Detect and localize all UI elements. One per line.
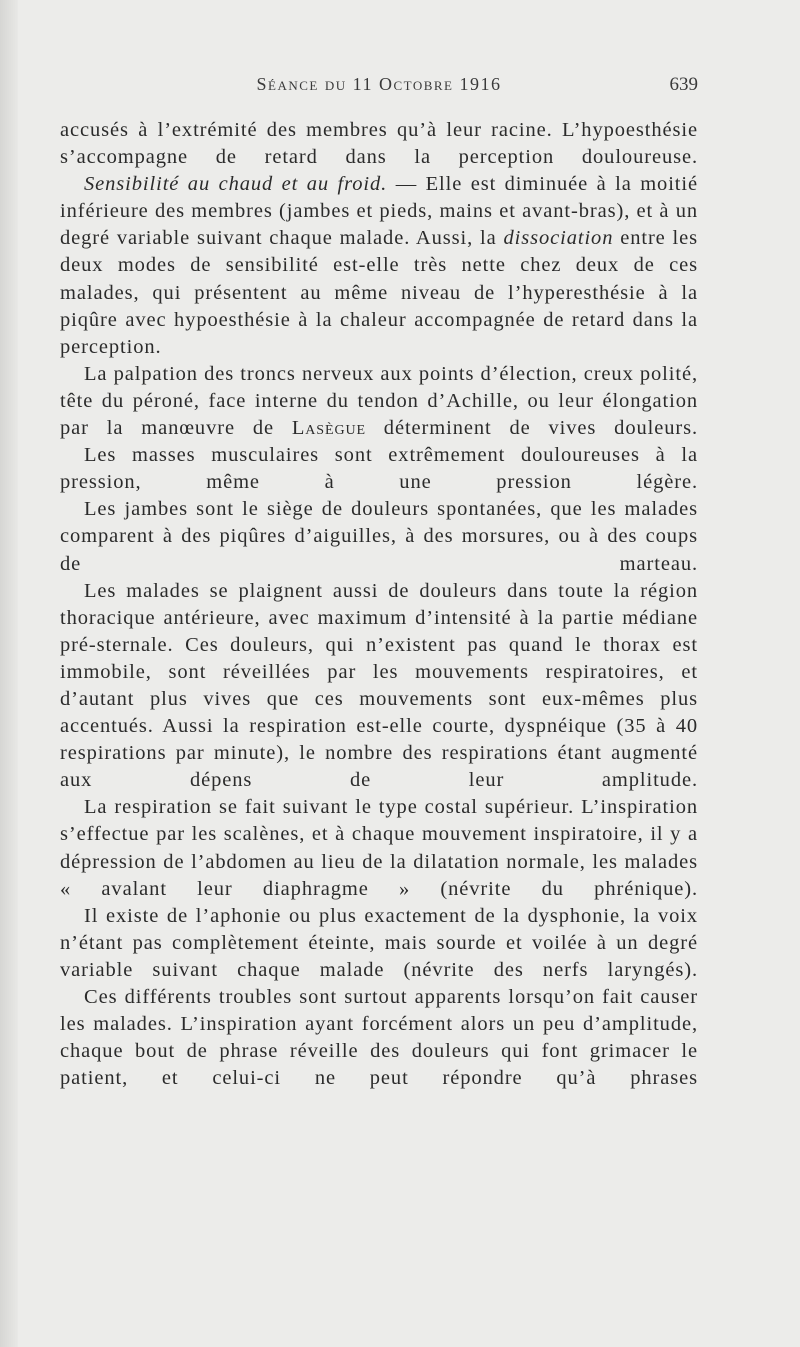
paragraph-muscle-pain: Les masses musculaires sont extrêmement douloureuses à la pression, même à une pression légère. (60, 444, 698, 494)
paragraph-speech-troubles: Ces différents troubles sont surtout apparents lorsqu’on fait causer les malades. L’inspiration ayant forcément alors un peu d’amplitude, chaque bout de phrase réveille des douleurs qui font grimacer le patient, et celui-ci ne peut répondre qu’à phrases (60, 986, 698, 1090)
page-number: 639 (669, 74, 698, 95)
paragraph-respiration-type: La respiration se fait suivant le type costal supérieur. L’inspiration s’effectue par les scalènes, et à chaque mouvement inspiratoire, il y a dépression de l’abdomen au lieu de la dilatation normale, les malades « avalant leur diaphragme » (névrite du phrénique). (60, 796, 698, 900)
paragraph-leg-pain: Les jambes sont le siège de douleurs spontanées, que les malades comparent à des piqûres d’aiguilles, à des morsures, ou à des coups de marteau. (60, 498, 698, 575)
paragraph-hypoesthesia: accusés à l’extrémité des membres qu’à leur racine. L’hypoesthésie s’accompagne de retard dans la perception douloureuse. (60, 119, 698, 169)
paragraph-nerve-palpation: La palpation des troncs nerveux aux points d’élection, creux polité, tête du péroné, face interne du tendon d’Achille, ou leur élongation par la manœuvre de Lasègue déterminent de vives douleurs. (60, 362, 698, 440)
header-title: Séance du 11 Octobre 1916 (256, 74, 502, 94)
author-name-small-caps: Lasègue (291, 417, 366, 440)
section-heading-italic: Sensibilité au chaud et au froid. (84, 173, 388, 196)
paragraph-thoracic-pain: Les malades se plaignent aussi de douleurs dans toute la région thoracique antérieure, avec maximum d’intensité à la partie médiane pré-sternale. Ces douleurs, qui n’existent pas quand le thorax est immobile, sont réveillées par les mouvements respiratoires, et d’autant plus vives que ces mouvements sont eux-mêmes plus accentués. Aussi la respiration est-elle courte, dyspnéique (35 à 40 respirations par minute), le nombre des respirations étant augmenté aux dépens de leur amplitude. (60, 579, 698, 792)
italic-term: dissociation (503, 227, 614, 250)
paragraph-heat-cold-sensitivity: Sensibilité au chaud et au froid. — Elle est diminuée à la moitié inférieure des membres (jambes et pieds, mains et avant-bras), et à un degré variable suivant chaque malade. Aussi, la dissociation entre les deux modes de sensibilité est-elle très nette chez deux de ces malades, qui présentent au même niveau de l’hyperesthésie à la piqûre avec hypoesthésie à la chaleur accompagnée de retard dans la perception. (60, 173, 699, 358)
body-text (60, 117, 698, 1092)
paragraph-dysphonia: Il existe de l’aphonie ou plus exactement de la dysphonie, la voix n’étant pas complètement éteinte, mais sourde et voilée à un degré variable suivant chaque malade (névrite des nerfs laryngés). (60, 904, 698, 981)
running-header (60, 74, 698, 102)
